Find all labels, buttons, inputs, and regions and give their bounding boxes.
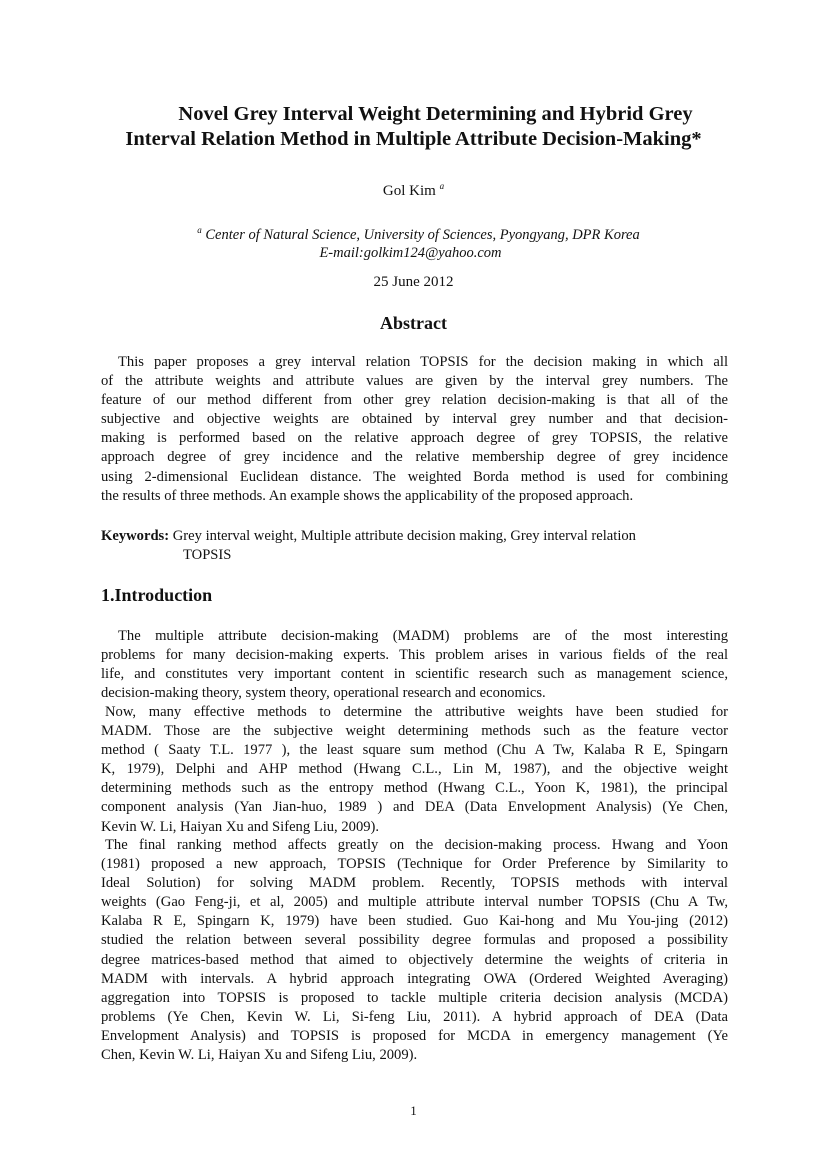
text-line: aggregation into TOPSIS is proposed to tackle multiple criteria decision analysis (MCDA) <box>101 989 728 1006</box>
affiliation-block <box>0 221 827 262</box>
affiliation <box>0 221 827 244</box>
intro-paragraph-2 <box>101 703 728 837</box>
abstract-heading: Abstract <box>380 313 447 333</box>
keywords-line: TOPSIS <box>183 547 232 564</box>
text-line: method ( Saaty T.L. 1977 ), the least square sum method (Chu A Tw, Kalaba R E, Spingarn <box>101 742 728 759</box>
email: E-mail:golkim124@yahoo.com <box>319 244 502 261</box>
text-line: Envelopment Analysis) and TOPSIS is proposed for MCDA in emergency management (Ye <box>101 1027 728 1044</box>
text-line: subjective and objective weights are obtained by interval grey number and that decision- <box>101 411 728 428</box>
date: 25 June 2012 <box>373 274 454 290</box>
text-line: Ideal Solution) for solving MADM problem. Recently, TOPSIS methods with interval <box>101 875 728 892</box>
author-name: Gol Kim <box>382 183 436 199</box>
text-line: Kevin W. Li, Haiyan Xu and Sifeng Liu, 2009). <box>101 818 380 835</box>
text-line: Chen, Kevin W. Li, Haiyan Xu and Sifeng Liu, 2009). <box>101 1047 418 1064</box>
intro-paragraph-3 <box>101 836 728 1065</box>
text-line: decision-making theory, system theory, operational research and economics. <box>101 685 546 702</box>
keywords-line: Grey interval weight, Multiple attribute decision making, Grey interval relation <box>172 528 636 544</box>
author-sup: a <box>439 181 445 191</box>
text-line: studied the relation between several possibility degree formulas and proposed a possibility <box>101 932 728 949</box>
title-line: Novel Grey Interval Weight Determining and Hybrid Grey <box>178 103 693 125</box>
text-line: weights (Gao Feng-ji, et al, 2005) and multiple attribute interval number TOPSIS (Chu A Tw, <box>101 894 728 911</box>
text-line: degree matrices-based method that aimed to objectively determine the weights of criteria in <box>101 951 728 968</box>
page-number: 1 <box>410 1103 417 1118</box>
affiliation-sup: a <box>197 225 202 235</box>
keywords-label: Keywords: <box>101 528 170 544</box>
affiliation-text: Center of Natural Science, University of Sciences, Pyongyang, DPR Korea <box>205 226 640 243</box>
text-line: feature of our method different from other grey relation decision-making is that all of the <box>101 392 728 409</box>
text-line: problems (Ye Chen, Kevin W. Li, Si-feng Liu, 2011). A hybrid approach of DEA (Data <box>101 1008 728 1025</box>
text-line: approach degree of grey incidence and the relative membership degree of grey incidence <box>101 449 728 466</box>
text-line: The multiple attribute decision-making (MADM) problems are of the most interesting <box>118 628 728 644</box>
keywords <box>101 527 728 565</box>
author <box>0 181 827 200</box>
text-line: Now, many effective methods to determine the attributive weights have been studied for <box>105 704 728 720</box>
paper-title <box>0 102 827 152</box>
text-line: component analysis (Yan Jian-huo, 1989 ) and DEA (Data Envelopment Analysis) (Ye Chen, <box>101 799 728 816</box>
abstract-body <box>101 353 728 506</box>
text-line: (1981) proposed a new approach, TOPSIS (Technique for Order Preference by Similarity to <box>101 856 728 873</box>
text-line: MADM. Those are the subjective weight determining methods such as the feature vector <box>101 723 728 740</box>
section-heading-introduction: 1.Introduction <box>101 585 213 605</box>
text-line: The final ranking method affects greatly on the decision-making process. Hwang and Yoon <box>105 837 728 853</box>
title-line: Interval Relation Method in Multiple Attribute Decision-Making* <box>125 128 702 150</box>
text-line: of the attribute weights and attribute values are given by the interval grey numbers. The <box>101 373 728 390</box>
text-line: determining methods such as the entropy method (Hwang C.L., Yoon K, 1981), the principal <box>101 780 728 797</box>
text-line: using 2-dimensional Euclidean distance. The weighted Borda method is used for combining <box>101 468 728 485</box>
text-line: K, 1979), Delphi and AHP method (Hwang C.L., Lin M, 1987), and the objective weight <box>101 761 728 778</box>
intro-paragraph-1 <box>101 627 728 703</box>
text-line: This paper proposes a grey interval relation TOPSIS for the decision making in which all <box>118 354 728 370</box>
text-line: MADM with intervals. A hybrid approach integrating OWA (Ordered Weighted Averaging) <box>101 970 728 987</box>
text-line: the results of three methods. An example shows the applicability of the proposed approach. <box>101 487 634 504</box>
text-line: life, and constitutes very important content in scientific research such as management science, <box>101 666 728 683</box>
text-line: Kalaba R E, Spingarn K, 1979) have been studied. Guo Kai-hong and Mu You-jing (2012) <box>101 913 728 930</box>
text-line: problems for many decision-making experts. This problem arises in various fields of the real <box>101 647 728 664</box>
text-line: making is performed based on the relative approach degree of grey TOPSIS, the relative <box>101 430 728 447</box>
